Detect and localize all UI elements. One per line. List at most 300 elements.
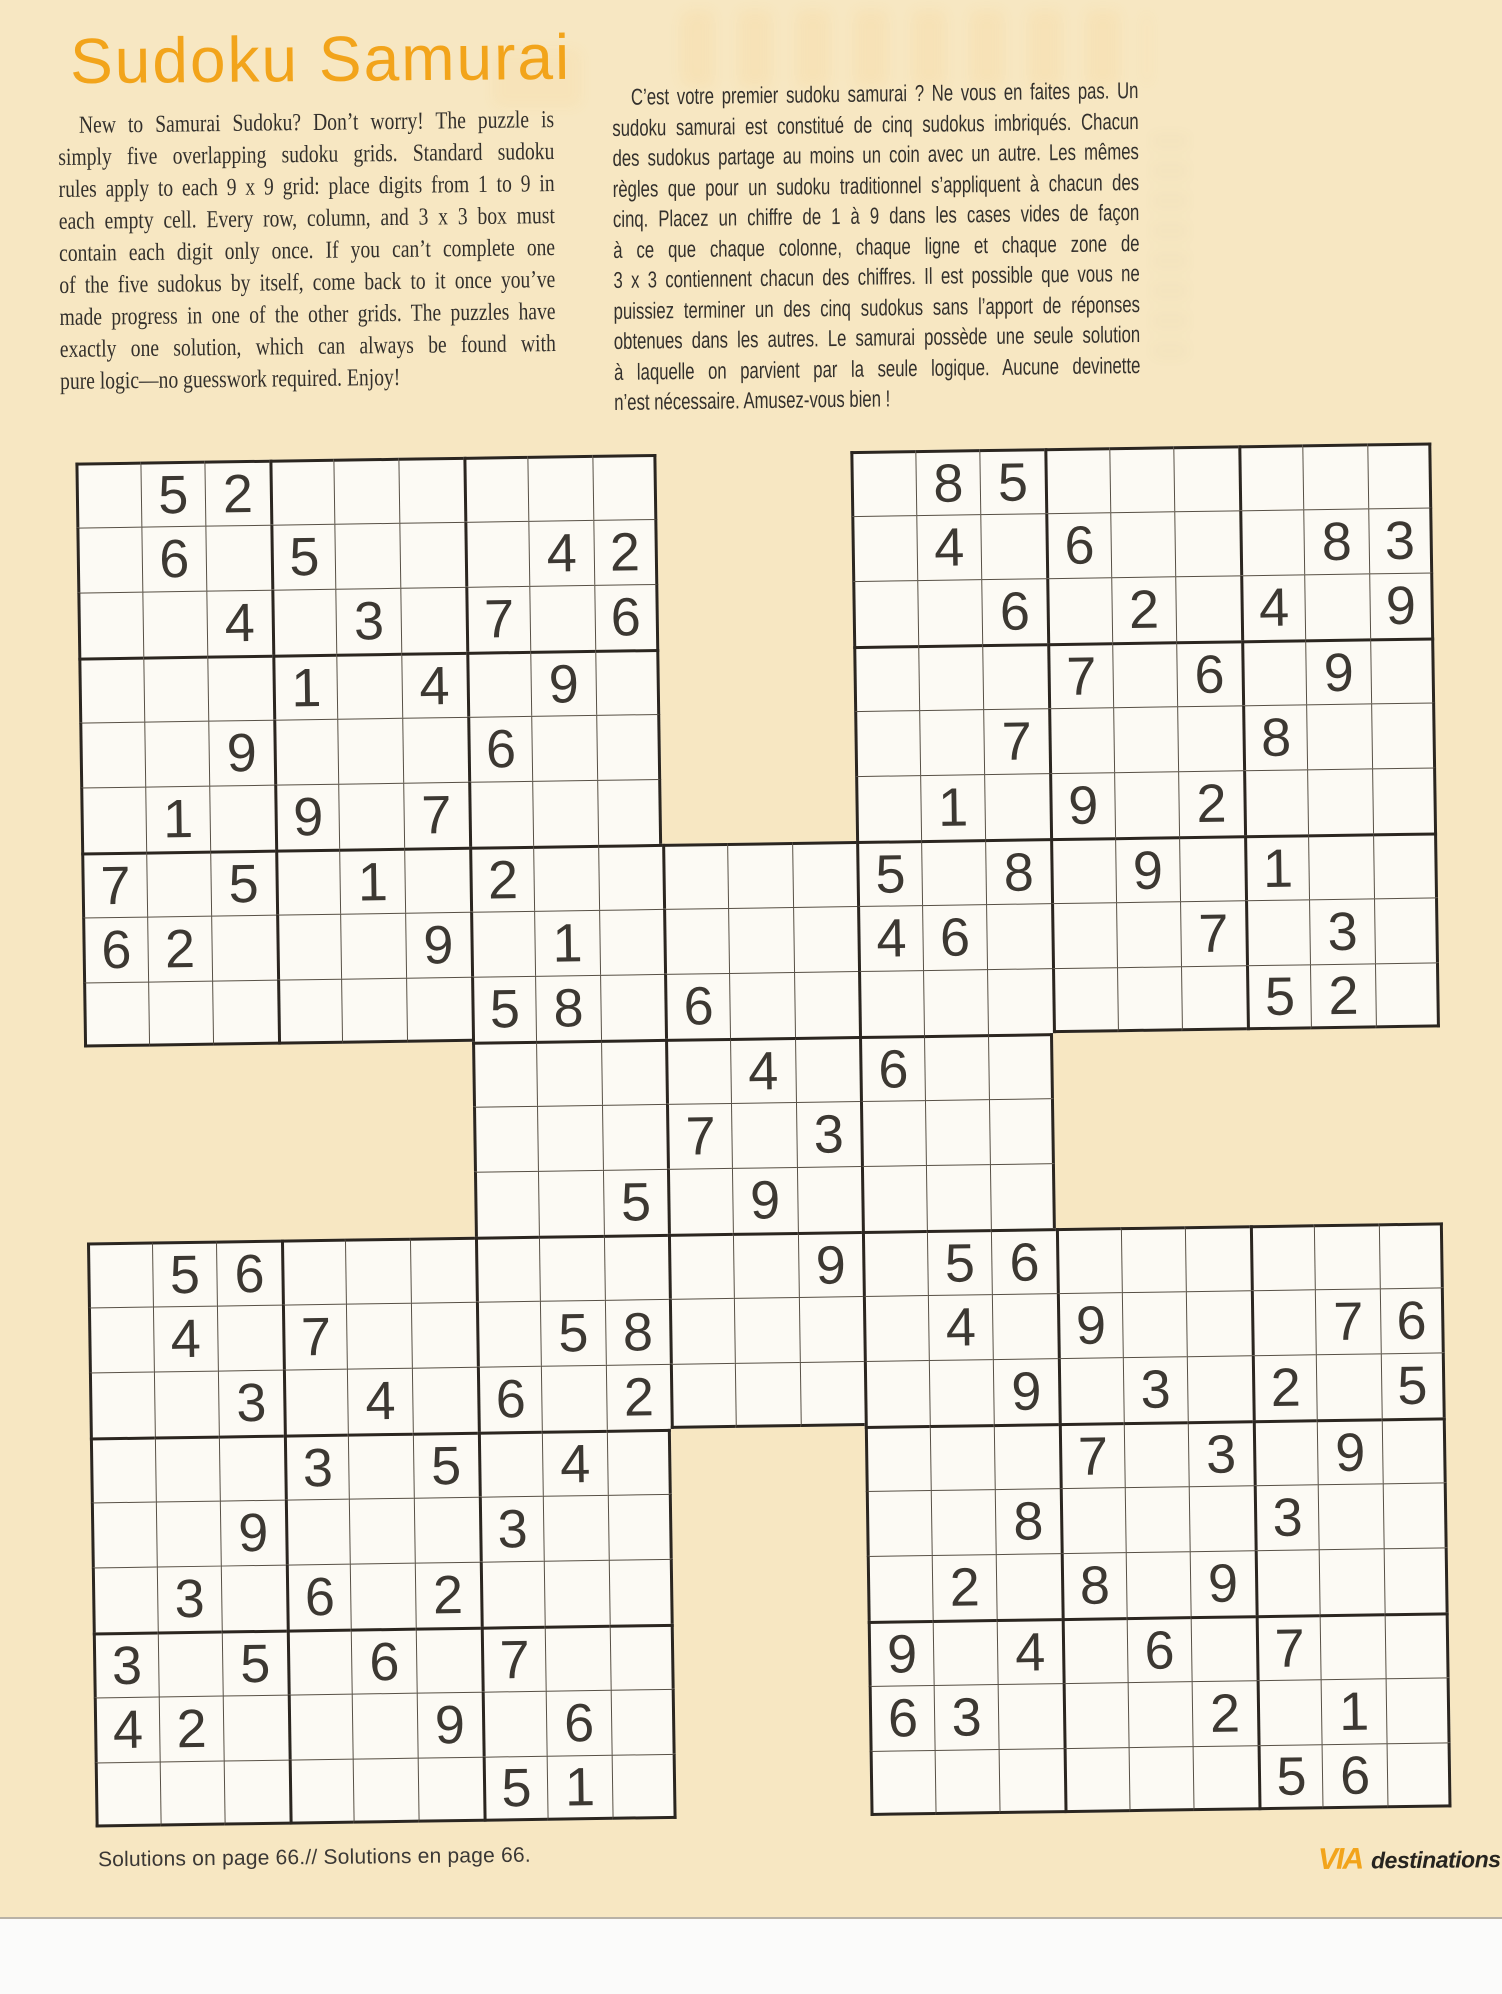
sudoku-cell: 8 (1304, 508, 1370, 574)
sudoku-cell: 3 (218, 1370, 284, 1436)
scan-edge (0, 1917, 1502, 1994)
sudoku-cell (79, 722, 145, 788)
sudoku-cell (353, 1758, 419, 1824)
sudoku-cell (346, 1303, 412, 1369)
sudoku-cell: 9 (1305, 638, 1371, 704)
sudoku-cell (989, 1098, 1055, 1164)
sudoku-cell (281, 1239, 347, 1305)
sudoku-cell (146, 851, 212, 917)
sudoku-cell (984, 773, 1050, 839)
sudoku-cell: 4 (207, 590, 273, 656)
sudoku-cell: 6 (594, 584, 660, 650)
sudoku-cell (472, 1041, 538, 1107)
intro-french (612, 75, 1141, 417)
text-line: des sudokus partage au moins un coin avec un autre. Les mêmes (612, 138, 1139, 171)
sudoku-cell: 2 (205, 460, 271, 526)
sudoku-cell (669, 1298, 735, 1364)
sudoku-cell (990, 1163, 1056, 1229)
sudoku-cell (1314, 1223, 1380, 1289)
sudoku-cell: 8 (1061, 1552, 1127, 1618)
sudoku-cell (987, 968, 1053, 1034)
sudoku-cell (1384, 1547, 1450, 1613)
text-line: contain each digit only once. If you can’t complete one (58, 234, 556, 267)
sudoku-cell: 9 (274, 784, 340, 850)
sudoku-cell (271, 589, 337, 655)
sudoku-cell (211, 915, 277, 981)
sudoku-cell (537, 1105, 603, 1171)
sudoku-cell (217, 1305, 283, 1371)
sudoku-cell (88, 1307, 154, 1373)
sudoku-cell: 4 (94, 1697, 160, 1763)
sudoku-cell: 5 (980, 448, 1046, 514)
sudoku-cell (600, 974, 666, 1040)
sudoku-cell (1307, 768, 1373, 834)
sudoku-cell (1181, 965, 1247, 1031)
intro-english (58, 104, 556, 398)
sudoku-cell: 4 (347, 1368, 413, 1434)
sudoku-cell (855, 775, 921, 841)
sudoku-cell: 1 (340, 848, 406, 914)
sudoku-cell: 5 (1257, 1744, 1323, 1810)
sudoku-cell (400, 587, 466, 653)
sudoku-cell (468, 781, 534, 847)
sudoku-cell: 3 (1253, 1484, 1319, 1550)
sudoku-cell: 3 (478, 1496, 544, 1562)
sudoku-cell (536, 1040, 602, 1106)
text-line: of the five sudokus by itself, come back to it once you’ve (59, 266, 556, 299)
sudoku-cell (601, 1039, 667, 1105)
sudoku-cell (860, 1100, 926, 1166)
sudoku-cell (539, 1235, 605, 1301)
sudoku-cell: 6 (141, 526, 207, 592)
sudoku-cell (1193, 1745, 1259, 1811)
sudoku-cell: 6 (82, 917, 148, 983)
sudoku-cell (733, 1232, 799, 1298)
sudoku-cell (867, 1555, 933, 1621)
sudoku-cell (865, 1425, 931, 1491)
text-line: cinq. Placez un chiffre de 1 à 9 dans les cases vides de façon (612, 199, 1140, 232)
sudoku-cell (92, 1567, 158, 1633)
sudoku-cell (276, 914, 342, 980)
sudoku-cell (662, 843, 728, 909)
via-logo: VIA (1317, 1842, 1363, 1876)
sudoku-cell: 2 (1310, 963, 1376, 1029)
sudoku-cell (1374, 897, 1440, 963)
sudoku-cell (1046, 577, 1112, 643)
sudoku-cell (667, 1168, 733, 1234)
showthrough-ghost-text (1150, 120, 1190, 360)
sudoku-cell: 3 (1188, 1420, 1254, 1486)
sudoku-cell (795, 1036, 861, 1102)
sudoku-cell: 8 (995, 1488, 1061, 1554)
sudoku-cell (799, 1361, 865, 1427)
sudoku-cell (75, 462, 141, 528)
sudoku-cell: 5 (210, 850, 276, 916)
sudoku-cell (1371, 702, 1437, 768)
sudoku-cell: 9 (868, 1620, 934, 1686)
page-title: Sudoku Samurai (69, 20, 572, 98)
sudoku-cell: 6 (546, 1690, 612, 1756)
sudoku-cell (1379, 1222, 1445, 1288)
sudoku-cell (1189, 1485, 1255, 1551)
sudoku-cell (1179, 835, 1245, 901)
sudoku-cell (475, 1301, 541, 1367)
sudoku-cell: 4 (916, 514, 982, 580)
sudoku-cell: 1 (272, 654, 338, 720)
sudoku-cell: 8 (1242, 704, 1308, 770)
sudoku-cell: 7 (282, 1304, 348, 1370)
sudoku-cell (1319, 1548, 1385, 1614)
sudoku-cell (541, 1365, 607, 1431)
sudoku-cell (416, 1627, 482, 1693)
sudoku-cell: 7 (1315, 1288, 1381, 1354)
sudoku-cell: 7 (983, 708, 1049, 774)
sudoku-cell (861, 1165, 927, 1231)
sudoku-cell (1385, 1612, 1451, 1678)
sudoku-cell (339, 783, 405, 849)
sudoku-cell: 6 (467, 716, 533, 782)
sudoku-cell (1175, 575, 1241, 641)
sudoku-cell: 6 (1045, 512, 1111, 578)
text-line: made progress in one of the other grids. The puzzles have (59, 298, 556, 331)
sudoku-cell: 8 (605, 1299, 671, 1365)
sudoku-cell: 3 (1368, 507, 1434, 573)
sudoku-cell (406, 977, 472, 1043)
text-line: n’est nécessaire. Amusez-vous bien ! (614, 385, 891, 415)
sudoku-cell: 5 (540, 1300, 606, 1366)
sudoku-cell: 6 (1380, 1287, 1446, 1353)
sudoku-cell (595, 649, 661, 715)
sudoku-cell: 1 (534, 910, 600, 976)
sudoku-cell (611, 1754, 677, 1820)
sudoku-cell (934, 1749, 1000, 1815)
sudoku-cell (475, 1236, 541, 1302)
sudoku-cell (1121, 1291, 1187, 1357)
sudoku-cell: 5 (603, 1169, 669, 1235)
sudoku-cell: 6 (216, 1240, 282, 1306)
sudoku-cell (1123, 1421, 1189, 1487)
sudoku-cell (1113, 706, 1179, 772)
sudoku-cell (607, 1429, 673, 1495)
sudoku-cell (592, 454, 658, 520)
sudoku-cell (481, 1691, 547, 1757)
sudoku-cell (209, 785, 275, 851)
sudoku-cell: 6 (859, 1035, 925, 1101)
sudoku-cell (1252, 1419, 1318, 1485)
sudoku-cell (153, 1371, 219, 1437)
sudoku-cell (1051, 902, 1117, 968)
sudoku-cell (870, 1750, 936, 1816)
sudoku-cell (999, 1748, 1065, 1814)
sudoku-cell (1052, 967, 1118, 1033)
sudoku-cell: 7 (1047, 642, 1113, 708)
sudoku-cell (850, 450, 916, 516)
sudoku-cell (477, 1431, 543, 1497)
sudoku-cell: 5 (856, 840, 922, 906)
sudoku-cell (923, 969, 989, 1035)
sudoku-cell (858, 970, 924, 1036)
sudoku-cell: 3 (156, 1566, 222, 1632)
sudoku-cell (212, 980, 278, 1046)
sudoku-cell (224, 1760, 290, 1826)
sudoku-cell (1238, 444, 1304, 510)
sudoku-cell (986, 903, 1052, 969)
sudoku-cell: 7 (480, 1626, 546, 1692)
sudoku-cell (287, 1694, 353, 1760)
sudoku-cell (992, 1293, 1058, 1359)
sudoku-cell (852, 580, 918, 646)
sudoku-cell (729, 972, 795, 1038)
text-line: New to Samurai Sudoku? Don’t worry! The puzzle is (78, 106, 555, 139)
sudoku-cell: 1 (145, 786, 211, 852)
sudoku-cell (1239, 509, 1305, 575)
sudoku-cell (223, 1695, 289, 1761)
sudoku-cell (1306, 703, 1372, 769)
sudoku-cell (983, 643, 1049, 709)
sudoku-cell (866, 1490, 932, 1556)
sudoku-cell (463, 456, 529, 522)
sudoku-cell (1058, 1357, 1124, 1423)
sudoku-cell: 9 (993, 1358, 1059, 1424)
sudoku-cell: 7 (403, 782, 469, 848)
sudoku-cell (275, 849, 341, 915)
sudoku-cell (1187, 1355, 1253, 1421)
sudoku-cell (862, 1230, 928, 1296)
sudoku-cell: 4 (153, 1306, 219, 1372)
solutions-note: Solutions on page 66.// Solutions en page 66. (97, 1843, 531, 1872)
sudoku-cell (399, 522, 465, 588)
sudoku-cell (792, 841, 858, 907)
sudoku-cell (532, 780, 598, 846)
sudoku-cell (288, 1759, 354, 1825)
sudoku-cell (479, 1561, 545, 1627)
sudoku-cell (335, 523, 401, 589)
sudoku-cell (1109, 446, 1175, 512)
sudoku-cell: 5 (270, 524, 336, 590)
sudoku-cell (1186, 1290, 1252, 1356)
sudoku-cell (1320, 1613, 1386, 1679)
sudoku-cell (207, 655, 273, 721)
sudoku-cell (917, 579, 983, 645)
sudoku-cell: 1 (1244, 834, 1310, 900)
sudoku-cell (1062, 1617, 1128, 1683)
sudoku-cell: 2 (1251, 1354, 1317, 1420)
sudoku-cell (1241, 639, 1307, 705)
text-line: C’est votre premier sudoku samurai ? Ne vous en faites pas. Un (630, 77, 1139, 110)
sudoku-cell (926, 1164, 992, 1230)
sudoku-cell: 4 (997, 1618, 1063, 1684)
sudoku-cell (91, 1502, 157, 1568)
sudoku-cell: 3 (1309, 898, 1375, 964)
sudoku-cell: 5 (482, 1756, 548, 1822)
sudoku-cell (1060, 1487, 1126, 1553)
sudoku-cell (157, 1631, 223, 1697)
sudoku-cell: 6 (991, 1228, 1057, 1294)
sudoku-cell (929, 1359, 995, 1425)
sudoku-cell (285, 1499, 351, 1565)
sudoku-cell: 4 (401, 652, 467, 718)
sudoku-cell (538, 1170, 604, 1236)
sudoku-cell: 2 (158, 1696, 224, 1762)
sudoku-cell (919, 709, 985, 775)
sudoku-cell (159, 1761, 225, 1827)
sudoku-cell (544, 1560, 610, 1626)
sudoku-cell (1044, 447, 1110, 513)
sudoku-cell (154, 1436, 220, 1502)
sudoku-cell (854, 710, 920, 776)
sudoku-cell (1125, 1551, 1191, 1617)
sudoku-cell (930, 1489, 996, 1555)
sudoku-cell: 6 (1322, 1743, 1388, 1809)
sudoku-cell: 6 (982, 578, 1048, 644)
text-line: exactly one solution, which can always be found with (59, 330, 556, 363)
sudoku-cell (1174, 510, 1240, 576)
sudoku-cell (924, 1034, 990, 1100)
sudoku-cell (89, 1372, 155, 1438)
sudoku-cell: 7 (465, 586, 531, 652)
text-line: à ce que chaque colonne, chaque ligne et chaque zone de (613, 229, 1140, 263)
sudoku-cell (464, 521, 530, 587)
sudoku-cell: 6 (1126, 1616, 1192, 1682)
sudoku-cell (1382, 1417, 1448, 1483)
sudoku-cell (1251, 1289, 1317, 1355)
sudoku-cell (470, 911, 536, 977)
sudoku-cell (1254, 1549, 1320, 1615)
sudoku-cell: 9 (220, 1500, 286, 1566)
sudoku-cell: 5 (413, 1432, 479, 1498)
sudoku-cell (273, 719, 339, 785)
sudoku-cell (864, 1360, 930, 1426)
sudoku-cell (665, 1038, 731, 1104)
sudoku-cell: 3 (93, 1632, 159, 1698)
sudoku-cell (853, 645, 919, 711)
sudoku-cell (473, 1106, 539, 1172)
sudoku-cell: 3 (284, 1434, 350, 1500)
sudoku-cell (793, 906, 859, 972)
sudoku-cell (404, 847, 470, 913)
sudoku-cell (411, 1302, 477, 1368)
sudoku-cell: 2 (469, 846, 535, 912)
sudoku-cell (1117, 966, 1183, 1032)
sudoku-cell: 1 (547, 1755, 613, 1821)
sudoku-cell: 7 (666, 1103, 732, 1169)
sudoku-cell (1124, 1486, 1190, 1552)
sudoku-cell: 2 (593, 519, 659, 585)
sudoku-cell: 6 (869, 1685, 935, 1751)
sudoku-cell (1367, 442, 1433, 508)
sudoku-cell (418, 1757, 484, 1823)
sudoku-cell (142, 591, 208, 657)
sudoku-cell (338, 718, 404, 784)
sudoku-cell: 9 (1049, 772, 1115, 838)
sudoku-cell (1316, 1353, 1382, 1419)
sudoku-cell: 9 (1115, 836, 1181, 902)
sudoku-cell: 2 (415, 1562, 481, 1628)
sudoku-cell: 9 (1190, 1550, 1256, 1616)
sudoku-cell (143, 656, 209, 722)
sudoku-cell (597, 779, 663, 845)
sudoku-cell (608, 1494, 674, 1560)
sudoku-cell: 3 (933, 1684, 999, 1750)
sudoku-cell: 4 (1240, 574, 1306, 640)
sudoku-cell (283, 1369, 349, 1435)
sudoku-cell (609, 1624, 675, 1690)
sudoku-cell (206, 525, 272, 591)
sudoku-cell: 5 (1381, 1352, 1447, 1418)
sudoku-cell (981, 513, 1047, 579)
text-line: à laquelle on parvient par la seule logique. Aucune devinette (613, 351, 1141, 385)
sudoku-cell (76, 527, 142, 593)
sudoku-cell: 7 (1180, 900, 1246, 966)
sudoku-cell (996, 1553, 1062, 1619)
sudoku-cell: 5 (152, 1241, 218, 1307)
sudoku-cell: 6 (922, 904, 988, 970)
sudoku-cell (608, 1559, 674, 1625)
sudoku-cell (598, 844, 664, 910)
sudoku-cell (531, 715, 597, 781)
sudoku-cell (604, 1234, 670, 1300)
sudoku-cell (78, 657, 144, 723)
sudoku-cell: 6 (1176, 640, 1242, 706)
text-line: puissiez terminer un des cinq sudokus sans l’apport de réponses (613, 290, 1141, 324)
sudoku-cell (932, 1619, 998, 1685)
sudoku-cell (602, 1104, 668, 1170)
sudoku-cell (348, 1433, 414, 1499)
sudoku-cell (670, 1363, 736, 1429)
text-line: rules apply to each 9 x 9 grid: place digits from 1 to 9 in (58, 170, 555, 203)
sudoku-cell: 8 (535, 975, 601, 1041)
sudoku-cell (1372, 767, 1438, 833)
text-line: sudoku samurai est constitué de cinq sudokus imbriqués. Chacun (612, 107, 1139, 141)
sudoku-cell: 4 (542, 1430, 608, 1496)
sudoku-cell (930, 1424, 996, 1490)
text-line: 3 x 3 contiennent chacun des chiffres. Il est possible que vous ne (613, 260, 1140, 293)
sudoku-cell (414, 1497, 480, 1563)
sudoku-cell: 6 (476, 1366, 542, 1432)
sudoku-cell: 9 (797, 1231, 863, 1297)
sudoku-cell (1173, 445, 1239, 511)
sudoku-cell (466, 651, 532, 717)
sudoku-cell (529, 585, 595, 651)
sudoku-cell (533, 845, 599, 911)
sudoku-cell: 6 (664, 973, 730, 1039)
text-line: pure logic—no guesswork required. Enjoy! (59, 363, 401, 395)
sudoku-cell: 4 (528, 520, 594, 586)
sudoku-cell (77, 592, 143, 658)
sudoku-cell: 2 (147, 916, 213, 982)
sudoku-cell (87, 1242, 153, 1308)
sudoku-cell: 4 (730, 1037, 796, 1103)
sudoku-cell: 2 (1192, 1680, 1258, 1746)
sudoku-cell (794, 971, 860, 1037)
sudoku-cell (412, 1367, 478, 1433)
sudoku-cell (727, 842, 793, 908)
sudoku-cell (95, 1761, 161, 1827)
sudoku-cell (1304, 573, 1370, 639)
sudoku-cell (1245, 899, 1311, 965)
sudoku-cell (1250, 1224, 1316, 1290)
sudoku-cell (735, 1362, 801, 1428)
sudoku-cell (925, 1099, 991, 1165)
sudoku-cell (1056, 1227, 1122, 1293)
sudoku-cell (543, 1495, 609, 1561)
sudoku-cell (863, 1295, 929, 1361)
text-line: simply five overlapping sudoku grids. Standard sudoku (58, 138, 555, 171)
sudoku-cell (796, 1166, 862, 1232)
text-line: obtenues dans les autres. Le samurai possède une seule solution (613, 321, 1141, 354)
sudoku-cell (337, 653, 403, 719)
sudoku-cell (1110, 511, 1176, 577)
